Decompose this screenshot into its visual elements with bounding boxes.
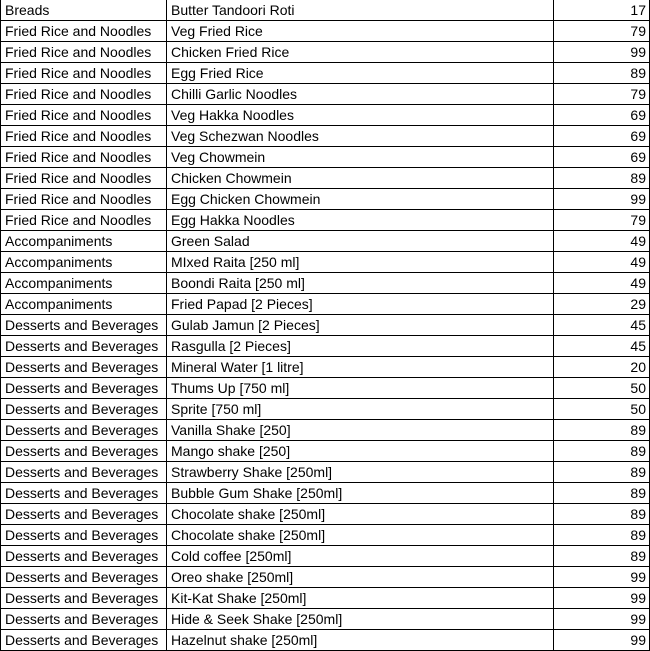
category-cell: Desserts and Beverages — [1, 630, 167, 651]
price-cell: 89 — [554, 546, 650, 567]
category-cell: Fried Rice and Noodles — [1, 42, 167, 63]
category-cell: Desserts and Beverages — [1, 399, 167, 420]
item-name-cell: Chicken Chowmein — [167, 168, 554, 189]
table-row — [1, 567, 650, 588]
table-row — [1, 210, 650, 231]
item-name-cell: Hazelnut shake [250ml] — [167, 630, 554, 651]
item-name-cell: Mango shake [250] — [167, 441, 554, 462]
category-cell: Desserts and Beverages — [1, 357, 167, 378]
table-row — [1, 105, 650, 126]
price-cell: 99 — [554, 609, 650, 630]
category-cell: Fried Rice and Noodles — [1, 126, 167, 147]
price-cell: 49 — [554, 252, 650, 273]
item-name-cell: Chilli Garlic Noodles — [167, 84, 554, 105]
item-name-cell: Fried Papad [2 Pieces] — [167, 294, 554, 315]
table-row — [1, 462, 650, 483]
price-cell: 45 — [554, 336, 650, 357]
table-row — [1, 483, 650, 504]
item-name-cell: Boondi Raita [250 ml] — [167, 273, 554, 294]
category-cell: Desserts and Beverages — [1, 609, 167, 630]
price-cell: 17 — [554, 0, 650, 21]
item-name-cell: Butter Tandoori Roti — [167, 0, 554, 21]
price-cell: 89 — [554, 168, 650, 189]
item-name-cell: Egg Fried Rice — [167, 63, 554, 84]
price-cell: 89 — [554, 483, 650, 504]
category-cell: Desserts and Beverages — [1, 588, 167, 609]
table-row — [1, 609, 650, 630]
price-cell: 89 — [554, 504, 650, 525]
table-row — [1, 273, 650, 294]
table-row — [1, 546, 650, 567]
price-cell: 89 — [554, 441, 650, 462]
price-cell: 79 — [554, 21, 650, 42]
category-cell: Desserts and Beverages — [1, 378, 167, 399]
item-name-cell: Veg Hakka Noodles — [167, 105, 554, 126]
item-name-cell: Veg Schezwan Noodles — [167, 126, 554, 147]
table-row — [1, 315, 650, 336]
item-name-cell: Cold coffee [250ml] — [167, 546, 554, 567]
category-cell: Desserts and Beverages — [1, 336, 167, 357]
item-name-cell: Gulab Jamun [2 Pieces] — [167, 315, 554, 336]
table-row — [1, 588, 650, 609]
item-name-cell: Sprite [750 ml] — [167, 399, 554, 420]
price-cell: 29 — [554, 294, 650, 315]
price-cell: 89 — [554, 525, 650, 546]
item-name-cell: Rasgulla [2 Pieces] — [167, 336, 554, 357]
category-cell: Fried Rice and Noodles — [1, 168, 167, 189]
item-name-cell: Strawberry Shake [250ml] — [167, 462, 554, 483]
price-cell: 45 — [554, 315, 650, 336]
item-name-cell: Egg Hakka Noodles — [167, 210, 554, 231]
item-name-cell: Thums Up [750 ml] — [167, 378, 554, 399]
category-cell: Desserts and Beverages — [1, 567, 167, 588]
category-cell: Desserts and Beverages — [1, 441, 167, 462]
category-cell: Accompaniments — [1, 294, 167, 315]
table-row — [1, 147, 650, 168]
price-cell: 89 — [554, 420, 650, 441]
price-cell: 99 — [554, 630, 650, 651]
table-row — [1, 0, 650, 21]
price-cell: 20 — [554, 357, 650, 378]
price-cell: 79 — [554, 84, 650, 105]
item-name-cell: Hide & Seek Shake [250ml] — [167, 609, 554, 630]
table-row — [1, 630, 650, 651]
price-cell: 99 — [554, 567, 650, 588]
price-cell: 99 — [554, 189, 650, 210]
category-cell: Breads — [1, 0, 167, 21]
category-cell: Fried Rice and Noodles — [1, 189, 167, 210]
category-cell: Desserts and Beverages — [1, 315, 167, 336]
category-cell: Fried Rice and Noodles — [1, 210, 167, 231]
table-row — [1, 231, 650, 252]
price-cell: 69 — [554, 105, 650, 126]
table-row — [1, 63, 650, 84]
category-cell: Desserts and Beverages — [1, 504, 167, 525]
item-name-cell: Mineral Water [1 litre] — [167, 357, 554, 378]
table-row — [1, 378, 650, 399]
table-row — [1, 21, 650, 42]
category-cell: Accompaniments — [1, 252, 167, 273]
price-cell: 69 — [554, 147, 650, 168]
price-cell: 89 — [554, 63, 650, 84]
item-name-cell: Kit-Kat Shake [250ml] — [167, 588, 554, 609]
item-name-cell: Veg Fried Rice — [167, 21, 554, 42]
table-row — [1, 525, 650, 546]
menu-table-body — [1, 0, 650, 651]
item-name-cell: Egg Chicken Chowmein — [167, 189, 554, 210]
category-cell: Fried Rice and Noodles — [1, 105, 167, 126]
price-cell: 69 — [554, 126, 650, 147]
price-cell: 50 — [554, 399, 650, 420]
table-row — [1, 252, 650, 273]
price-cell: 89 — [554, 462, 650, 483]
table-row — [1, 168, 650, 189]
item-name-cell: Chocolate shake [250ml] — [167, 525, 554, 546]
category-cell: Desserts and Beverages — [1, 462, 167, 483]
item-name-cell: Chicken Fried Rice — [167, 42, 554, 63]
table-row — [1, 399, 650, 420]
category-cell: Fried Rice and Noodles — [1, 147, 167, 168]
table-row — [1, 189, 650, 210]
table-row — [1, 126, 650, 147]
table-row — [1, 294, 650, 315]
price-cell: 99 — [554, 588, 650, 609]
category-cell: Accompaniments — [1, 273, 167, 294]
price-cell: 79 — [554, 210, 650, 231]
table-row — [1, 336, 650, 357]
category-cell: Desserts and Beverages — [1, 546, 167, 567]
item-name-cell: Bubble Gum Shake [250ml] — [167, 483, 554, 504]
category-cell: Desserts and Beverages — [1, 483, 167, 504]
price-cell: 99 — [554, 42, 650, 63]
category-cell: Fried Rice and Noodles — [1, 63, 167, 84]
category-cell: Accompaniments — [1, 231, 167, 252]
item-name-cell: Chocolate shake [250ml] — [167, 504, 554, 525]
price-cell: 49 — [554, 273, 650, 294]
table-row — [1, 84, 650, 105]
category-cell: Desserts and Beverages — [1, 420, 167, 441]
table-row — [1, 441, 650, 462]
price-cell: 50 — [554, 378, 650, 399]
item-name-cell: Vanilla Shake [250] — [167, 420, 554, 441]
item-name-cell: Veg Chowmein — [167, 147, 554, 168]
category-cell: Fried Rice and Noodles — [1, 84, 167, 105]
item-name-cell: Oreo shake [250ml] — [167, 567, 554, 588]
table-row — [1, 504, 650, 525]
table-row — [1, 420, 650, 441]
table-row — [1, 42, 650, 63]
category-cell: Desserts and Beverages — [1, 525, 167, 546]
table-row — [1, 357, 650, 378]
price-cell: 49 — [554, 231, 650, 252]
item-name-cell: Green Salad — [167, 231, 554, 252]
item-name-cell: MIxed Raita [250 ml] — [167, 252, 554, 273]
category-cell: Fried Rice and Noodles — [1, 21, 167, 42]
